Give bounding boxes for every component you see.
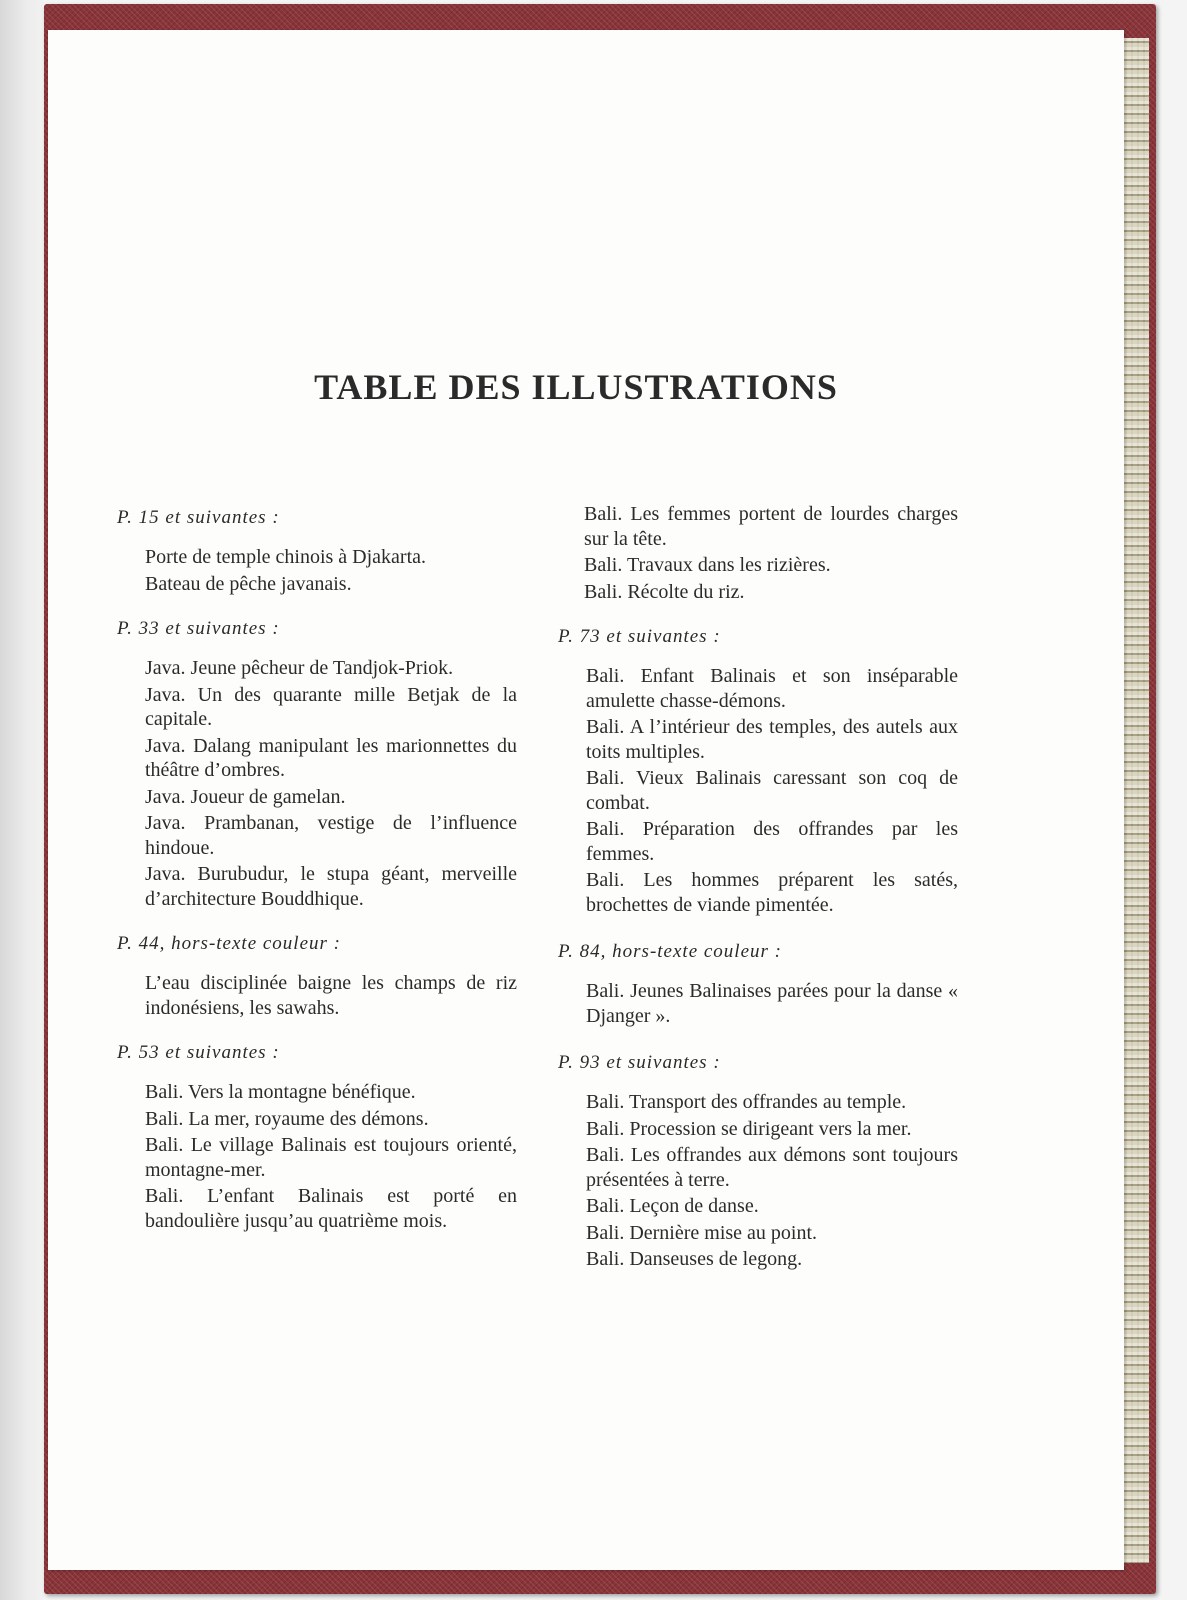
illustration-entry: Bali. Récolte du riz. bbox=[584, 580, 745, 603]
section-p44 bbox=[117, 931, 517, 1020]
entry-list bbox=[558, 1090, 958, 1272]
illustration-entry: Bali. Préparation des offrandes par les femmes. bbox=[586, 818, 958, 865]
illustration-entry: Java. Prambanan, vestige de l’influence hindoue. bbox=[145, 812, 517, 859]
entry-list bbox=[558, 979, 958, 1028]
section-p15 bbox=[117, 505, 517, 596]
entry-list bbox=[117, 656, 517, 911]
illustration-entry: Bali. Danseuses de legong. bbox=[586, 1248, 803, 1270]
continued-entry-list bbox=[558, 502, 958, 604]
illustration-entry: Bali. Leçon de danse. bbox=[586, 1195, 759, 1217]
illustration-entry: Java. Un des quarante mille Betjak de la capitale. bbox=[145, 683, 517, 730]
scan-background bbox=[0, 0, 44, 1600]
section-heading: P. 44, hors-texte couleur : bbox=[117, 933, 341, 954]
illustration-entry: Bali. Dernière mise au point. bbox=[586, 1221, 818, 1244]
section-heading: P. 84, hors-texte couleur : bbox=[558, 941, 782, 962]
section-p33 bbox=[117, 616, 517, 911]
entry-list bbox=[117, 971, 517, 1020]
section-p73 bbox=[558, 624, 958, 917]
section-p84 bbox=[558, 939, 958, 1028]
illustration-entry: Porte de temple chinois à Djakarta. bbox=[145, 546, 427, 568]
illustration-entry: Bateau de pêche javanais. bbox=[145, 572, 352, 595]
illustration-entry: L’eau disciplinée baigne les champs de riz indonésiens, les sawahs. bbox=[145, 972, 517, 1019]
page-title: TABLE DES ILLUSTRATIONS bbox=[314, 367, 838, 407]
illustration-entry: Bali. Les hommes préparent les satés, brochettes de viande pimentée. bbox=[586, 869, 958, 916]
right-column bbox=[558, 502, 958, 1294]
illustration-entry: Bali. Les femmes portent de lourdes charges sur la tête. bbox=[584, 503, 958, 550]
section-p93 bbox=[558, 1050, 958, 1272]
illustration-entry: Java. Burubudur, le stupa géant, merveille d’architecture Bouddhique. bbox=[145, 863, 517, 910]
illustration-entry: Bali. Les offrandes aux démons sont toujours présentées à terre. bbox=[586, 1144, 958, 1191]
illustration-entry: Bali. Travaux dans les rizières. bbox=[584, 554, 831, 576]
entry-list bbox=[117, 545, 517, 596]
illustration-entry: Bali. Vers la montagne bénéfique. bbox=[145, 1081, 416, 1103]
illustration-entry: Bali. Procession se dirigeant vers la mer. bbox=[586, 1117, 912, 1140]
illustration-entry: Java. Jeune pêcheur de Tandjok-Priok. bbox=[145, 657, 454, 679]
illustration-entry: Bali. A l’intérieur des temples, des autels aux toits multiples. bbox=[586, 716, 958, 763]
section-heading: P. 53 et suivantes : bbox=[117, 1042, 280, 1063]
illustration-entry: Java. Joueur de gamelan. bbox=[145, 785, 346, 808]
illustration-entry: Bali. Jeunes Balinaises parées pour la danse « Djanger ». bbox=[586, 980, 958, 1027]
illustration-entry: Bali. Enfant Balinais et son inséparable amulette chasse-démons. bbox=[586, 665, 958, 712]
illustration-entry: Bali. Transport des offrandes au temple. bbox=[586, 1091, 907, 1113]
illustration-entry: Java. Dalang manipulant les marionnettes du théâtre d’ombres. bbox=[145, 734, 517, 781]
illustration-entry: Bali. Le village Balinais est toujours orienté, montagne-mer. bbox=[145, 1134, 517, 1181]
left-column bbox=[117, 505, 517, 1253]
illustration-entry: Bali. Vieux Balinais caressant son coq de combat. bbox=[586, 767, 958, 814]
section-p53 bbox=[117, 1040, 517, 1233]
section-heading: P. 73 et suivantes : bbox=[558, 626, 721, 647]
entry-list bbox=[117, 1080, 517, 1233]
entry-list bbox=[558, 664, 958, 917]
section-heading: P. 93 et suivantes : bbox=[558, 1052, 721, 1073]
section-heading: P. 15 et suivantes : bbox=[117, 507, 280, 528]
illustration-entry: Bali. L’enfant Balinais est porté en bandoulière jusqu’au quatrième mois. bbox=[145, 1185, 517, 1232]
illustration-entry: Bali. La mer, royaume des démons. bbox=[145, 1107, 429, 1130]
section-heading: P. 33 et suivantes : bbox=[117, 618, 280, 639]
